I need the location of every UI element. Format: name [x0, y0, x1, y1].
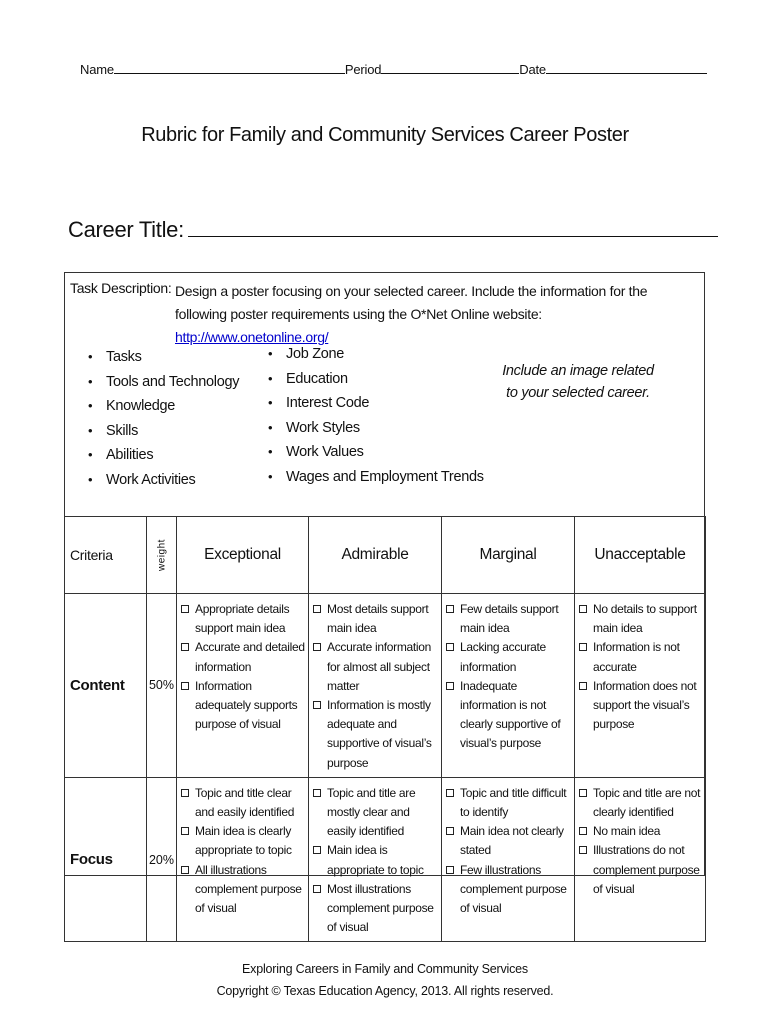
row-label-focus: Focus — [65, 777, 147, 942]
row-weight-focus: 20% — [147, 777, 177, 942]
criterion-item: Topic and title clear and easily identified — [181, 784, 305, 822]
checkbox[interactable] — [579, 643, 587, 651]
rubric-row-focus — [65, 777, 706, 942]
date-field[interactable] — [546, 62, 707, 74]
rubric-cell — [575, 594, 706, 778]
checkbox[interactable] — [313, 643, 321, 651]
list-item: • Work Styles — [264, 416, 484, 441]
checkbox[interactable] — [446, 643, 454, 651]
list-item: • Wages and Employment Trends — [264, 465, 484, 490]
rubric-row-content — [65, 594, 706, 778]
checkbox[interactable] — [313, 605, 321, 613]
rubric-cell — [442, 594, 575, 778]
date-label: Date — [519, 62, 546, 77]
list-item: • Skills — [84, 419, 239, 444]
criterion-item: Information is mostly adequate and supportive of visual’s purpose — [313, 696, 438, 773]
checkbox[interactable] — [446, 605, 454, 613]
criteria-header: Criteria — [65, 517, 147, 594]
list-item: • Job Zone — [264, 342, 484, 367]
criterion-item: Lacking accurate information — [446, 638, 571, 676]
checkbox[interactable] — [579, 827, 587, 835]
level-header-unacceptable: Unacceptable — [575, 517, 706, 594]
list-item: • Knowledge — [84, 394, 239, 419]
criterion-item: Most details support main idea — [313, 600, 438, 638]
rubric-cell — [575, 777, 706, 942]
level-header-exceptional: Exceptional — [177, 517, 309, 594]
criterion-item: Few details support main idea — [446, 600, 571, 638]
checkbox[interactable] — [579, 789, 587, 797]
rubric-header-row — [65, 517, 706, 594]
career-title-label: Career Title: — [68, 217, 184, 242]
include-image-note: Include an image related to your selected career. — [502, 363, 654, 401]
weight-header — [147, 517, 177, 594]
criterion-item: No details to support main idea — [579, 600, 702, 638]
student-info-line — [80, 62, 692, 77]
criterion-item: No main idea — [579, 822, 702, 841]
checkbox[interactable] — [446, 789, 454, 797]
criterion-item: Inadequate information is not clearly supportive of visual’s purpose — [446, 677, 571, 754]
checkbox[interactable] — [181, 605, 189, 613]
career-title-field[interactable] — [188, 218, 718, 237]
checkbox[interactable] — [579, 682, 587, 690]
task-description-label: Task Description: — [70, 280, 172, 296]
criterion-item: Appropriate details support main idea — [181, 600, 305, 638]
row-weight-content: 50% — [147, 594, 177, 778]
criterion-item: Few illustrations complement purpose of visual — [446, 861, 571, 919]
checkbox[interactable] — [446, 827, 454, 835]
criterion-item: Main idea not clearly stated — [446, 822, 571, 860]
level-header-admirable: Admirable — [309, 517, 442, 594]
name-field[interactable] — [114, 62, 345, 74]
footer-copyright: Copyright © Texas Education Agency, 2013. All rights reserved. — [216, 984, 554, 998]
requirements-list-right — [264, 342, 484, 489]
checkbox[interactable] — [313, 789, 321, 797]
rubric-cell — [442, 777, 575, 942]
list-item: • Tools and Technology — [84, 370, 239, 395]
checkbox[interactable] — [313, 701, 321, 709]
rubric-cell — [309, 777, 442, 942]
list-item: • Tasks — [84, 345, 239, 370]
row-label-content: Content — [65, 594, 147, 778]
checkbox[interactable] — [313, 885, 321, 893]
criterion-item: Main idea is clearly appropriate to topic — [181, 822, 305, 860]
footer-line-1: Exploring Careers in Family and Community Services — [242, 962, 528, 976]
criterion-item: Topic and title are mostly clear and easily identified — [313, 784, 438, 842]
task-description-text — [175, 280, 695, 349]
criterion-item: Most illustrations complement purpose of visual — [313, 880, 438, 938]
rubric-cell — [177, 594, 309, 778]
weight-label: weight — [156, 539, 167, 571]
page-title: Rubric for Family and Community Services Career Poster — [141, 124, 629, 146]
criterion-item: Topic and title difficult to identify — [446, 784, 571, 822]
checkbox[interactable] — [181, 643, 189, 651]
checkbox[interactable] — [446, 866, 454, 874]
criterion-item: Information adequately supports purpose of visual — [181, 677, 305, 735]
list-item: • Education — [264, 367, 484, 392]
list-item: • Abilities — [84, 443, 239, 468]
period-label: Period — [344, 62, 382, 77]
checkbox[interactable] — [313, 846, 321, 854]
level-header-marginal: Marginal — [442, 517, 575, 594]
checkbox[interactable] — [181, 866, 189, 874]
period-field[interactable] — [381, 62, 519, 74]
task-description-body: Design a poster focusing on your selected career. Include the information for the following poster requirements using the O*Net Online website: — [175, 283, 648, 322]
checkbox[interactable] — [446, 682, 454, 690]
rubric-cell — [309, 594, 442, 778]
checkbox[interactable] — [181, 682, 189, 690]
checkbox[interactable] — [579, 605, 587, 613]
criterion-item: Main idea is appropriate to topic — [313, 841, 438, 879]
checkbox[interactable] — [181, 789, 189, 797]
career-title-line — [68, 217, 718, 243]
criterion-item: Accurate information for almost all subject matter — [313, 638, 438, 696]
criterion-item: Information does not support the visual’s purpose — [579, 677, 702, 735]
criterion-item: All illustrations complement purpose of visual — [181, 861, 305, 919]
criterion-item: Accurate and detailed information — [181, 638, 305, 676]
checkbox[interactable] — [181, 827, 189, 835]
criterion-item: Illustrations do not complement purpose of visual — [579, 841, 702, 899]
list-item: • Work Activities — [84, 468, 239, 493]
name-label: Name — [80, 62, 114, 77]
requirements-list-left — [84, 345, 239, 492]
rubric-table — [64, 516, 706, 942]
checkbox[interactable] — [579, 846, 587, 854]
onet-link[interactable]: http://www.onetonline.org/ — [175, 329, 329, 345]
criterion-item: Topic and title are not clearly identified — [579, 784, 702, 822]
rubric-cell — [177, 777, 309, 942]
list-item: • Work Values — [264, 440, 484, 465]
criterion-item: Information is not accurate — [579, 638, 702, 676]
list-item: • Interest Code — [264, 391, 484, 416]
